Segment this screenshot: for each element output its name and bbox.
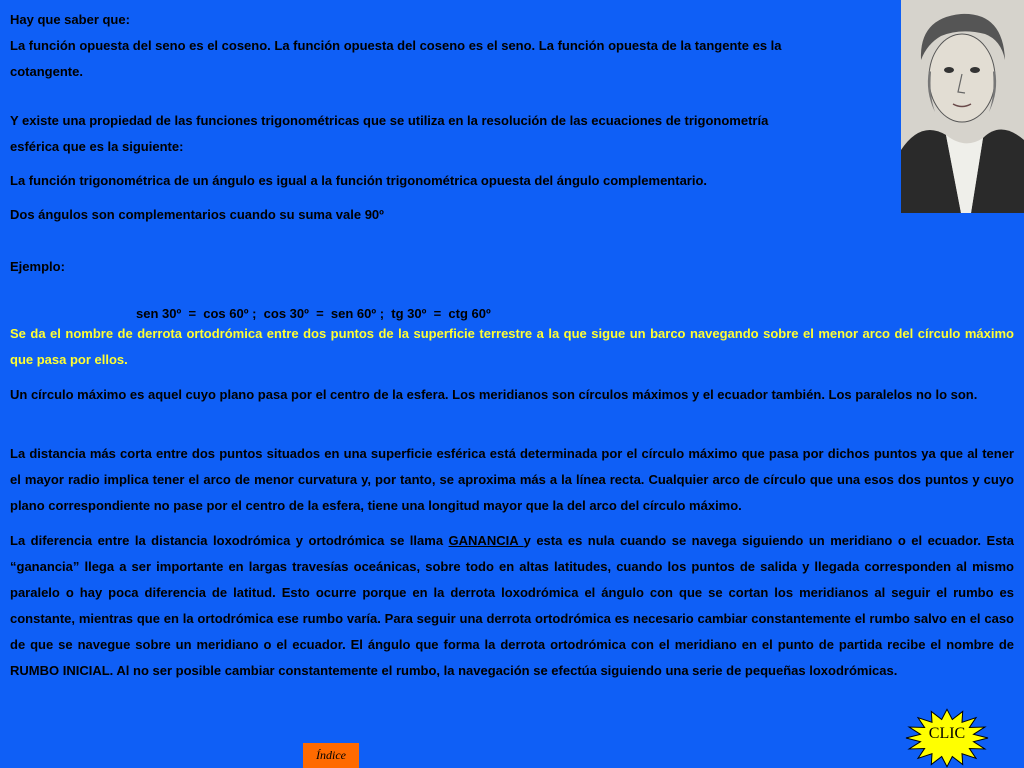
clic-button[interactable] [905,708,989,768]
property-statement: La función trigonométrica de un ángulo es igual a la función trigonométrica opuesta del ángulo complementario. [10,173,708,188]
orthodromic-definition: Se da el nombre de derrota ortodrómica entre dos puntos de la superficie terrestre a la que sigue un barco navegando sobre el menor arco del círculo máximo que pasa por ellos. [10,326,1014,367]
intro-line-1: La función opuesta del seno es el coseno. La función opuesta del coseno es el seno. La función opuesta de la tangente es la [10,38,782,53]
portrait-image [901,0,1024,213]
ganancia-link[interactable]: GANANCIA [448,533,524,548]
property-line-2: esférica que es la siguiente: [10,139,184,154]
property-line-1: Y existe una propiedad de las funciones trigonométricas que se utiliza en la resolución de las ecuaciones de trigonometría [10,113,769,128]
complementary-definition: Dos ángulos son complementarios cuando su suma vale 90º [10,207,384,222]
gain-paragraph [10,528,1014,684]
gain-text-after: y esta es nula cuando se navega siguiendo un meridiano o el ecuador. Esta “ganancia” llega a ser importante en largas travesías oceánicas, sobre todo en altas latitudes, cuando los puntos de salida y llegada corresponden al mismo paralelo o hay poca diferencia de latitud. Esto ocurre porque en la derrota loxodrómica el ángulo con que se cortan los meridianos al seguir el rumbo es constante, mientras que en la ortodrómica ese rumbo varía. Para seguir una derrota ortodrómica es necesario cambiar constantemente el rumbo salvo en el caso de que se navegue sobre un meridiano o el ecuador. El ángulo que forma la derrota ortodrómica con el meridiano en el punto de partida recibe el nombre de RUMBO INICIAL. Al no ser posible cambiar constantemente el rumbo, la navegación se efectúa siguiendo una serie de pequeñas loxodrómicas. [10,533,1014,678]
example-formula: sen 30º = cos 60º ; cos 30º = sen 60º ; tg 30º = ctg 60º [136,306,491,321]
example-label: Ejemplo: [10,259,65,274]
heading: Hay que saber que: [10,12,130,27]
index-button[interactable]: Índice [303,743,359,768]
gain-text-before: La diferencia entre la distancia loxodrómica y ortodrómica se llama [10,533,449,548]
great-circle-paragraph: Un círculo máximo es aquel cuyo plano pasa por el centro de la esfera. Los meridianos son círculos máximos y el ecuador también. Los paralelos no lo son. [10,387,978,402]
intro-line-2: cotangente. [10,64,83,79]
shortest-distance-paragraph: La distancia más corta entre dos puntos situados en una superficie esférica está determinada por el círculo máximo que pasa por dichos puntos ya que al tener el mayor radio implica tener el arco de menor curvatura y, por tanto, se aproxima más a la línea recta. Cualquier arco de círculo que una esos dos puntos y cuyo plano correspondiente no pase por el centro de la esfera, tiene una longitud mayor que la del arco del círculo máximo. [10,446,1014,513]
portrait-engraving-icon [901,0,1024,213]
clic-label: CLIC [928,725,966,742]
